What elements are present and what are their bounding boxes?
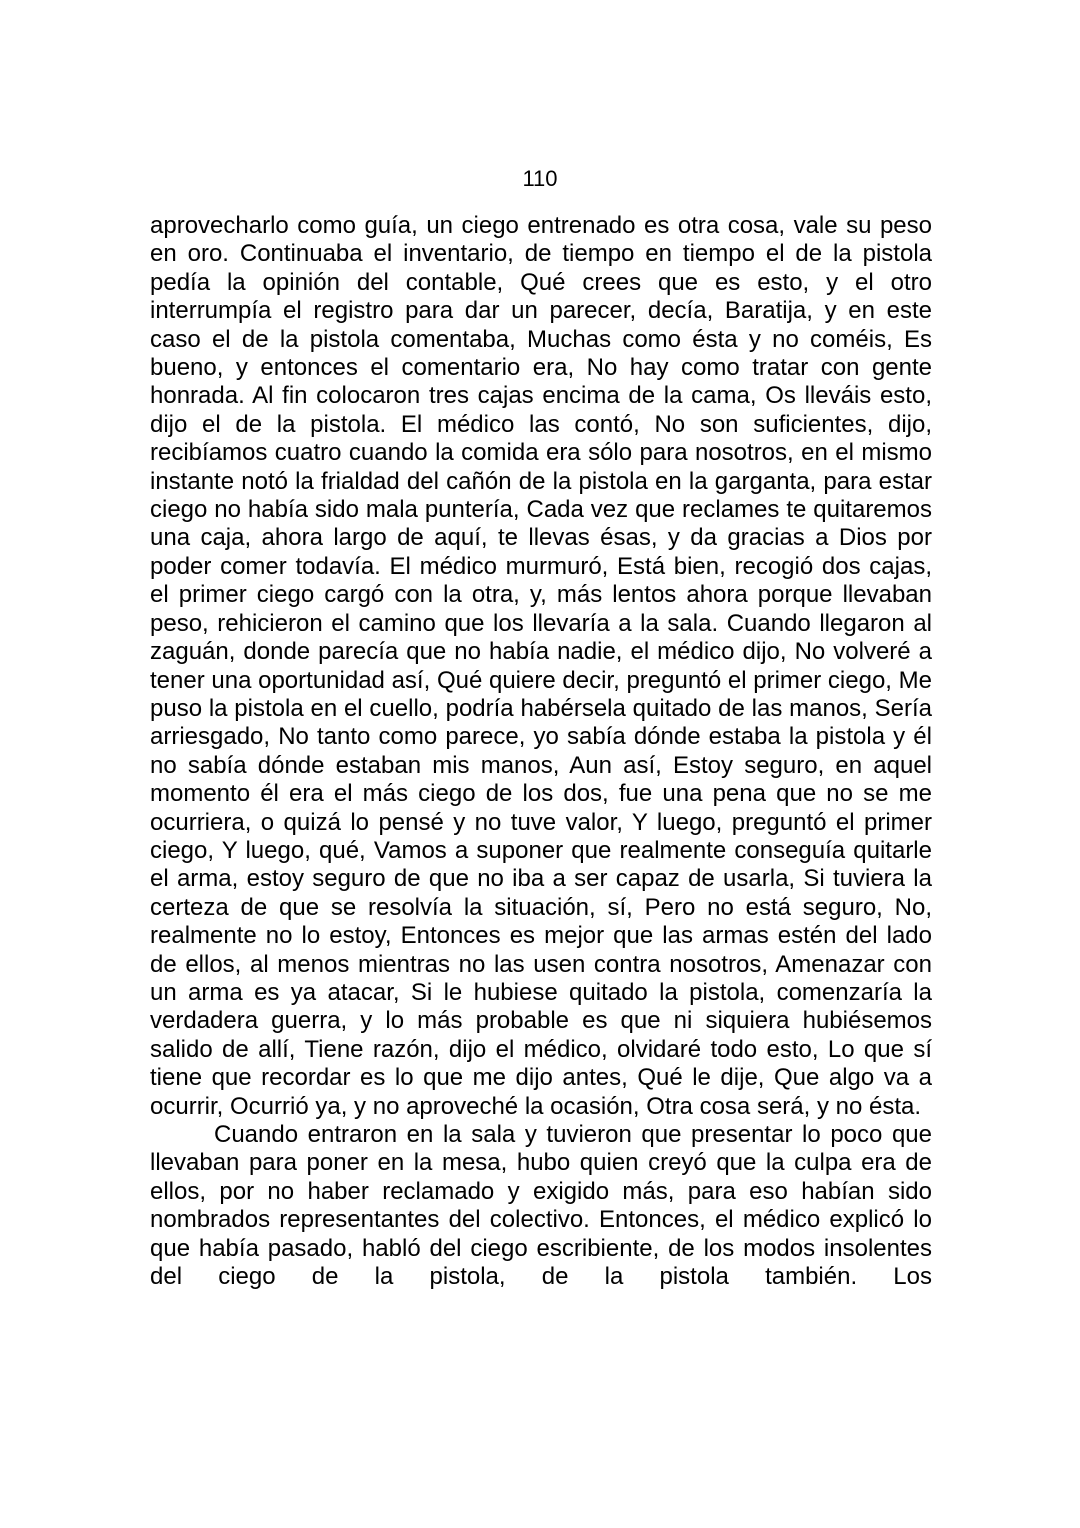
page-body-text	[150, 212, 932, 1291]
page-number: 110	[522, 166, 558, 191]
paragraph-2: Cuando entraron en la sala y tuvieron que presentar lo poco que llevaban para poner en la mesa, hubo quien creyó que la culpa era de ellos, por no haber reclamado y exigido más, para eso habían sido nombrados representantes del colectivo. Entonces, el médico explicó lo que había pasado, habló del ciego escribiente, de los modos insolentes del ciego de la pistola, de la pistola también. Los	[150, 1121, 932, 1291]
paragraph-1: aprovecharlo como guía, un ciego entrenado es otra cosa, vale su peso en oro. Continuaba el inventario, de tiempo en tiempo el de la pistola pedía la opinión del contable, Qué crees que es esto, y el otro interrumpía el registro para dar un parecer, decía, Baratija, y en este caso el de la pistola comentaba, Muchas como ésta y no coméis, Es bueno, y entonces el comentario era, No hay como tratar con gente honrada. Al fin colocaron tres cajas encima de la cama, Os lleváis esto, dijo el de la pistola. El médico las contó, No son suficientes, dijo, recibíamos cuatro cuando la comida era sólo para nosotros, en el mismo instante notó la frialdad del cañón de la pistola en la garganta, para estar ciego no había sido mala puntería, Cada vez que reclames te quitaremos una caja, ahora largo de aquí, te llevas ésas, y da gracias a Dios por poder comer todavía. El médico murmuró, Está bien, recogió dos cajas, el primer ciego cargó con la otra, y, más lentos ahora porque llevaban peso, rehicieron el camino que los llevaría a la sala. Cuando llegaron al zaguán, donde parecía que no había nadie, el médico dijo, No volveré a tener una oportunidad así, Qué quiere decir, preguntó el primer ciego, Me puso la pistola en el cuello, podría habérsela quitado de las manos, Sería arriesgado, No tanto como parece, yo sabía dónde estaba la pistola y él no sabía dónde estaban mis manos, Aun así, Estoy seguro, en aquel momento él era el más ciego de los dos, fue una pena que no se me ocurriera, o quizá lo pensé y no tuve valor, Y luego, preguntó el primer ciego, Y luego, qué, Vamos a suponer que realmente conseguía quitarle el arma, estoy seguro de que no iba a ser capaz de usarla, Si tuviera la certeza de que se resolvía la situación, sí, Pero no está seguro, No, realmente no lo estoy, Entonces es mejor que las armas estén del lado de ellos, al menos mientras no las usen contra nosotros, Amenazar con un arma es ya atacar, Si le hubiese quitado la pistola, comenzaría la verdadera guerra, y lo más probable es que ni siquiera hubiésemos salido de allí, Tiene razón, dijo el médico, olvidaré todo esto, Lo que sí tiene que recordar es lo que me dijo antes, Qué le dije, Que algo va a ocurrir, Ocurrió ya, y no aproveché la ocasión, Otra cosa será, y no ésta.	[150, 212, 932, 1120]
